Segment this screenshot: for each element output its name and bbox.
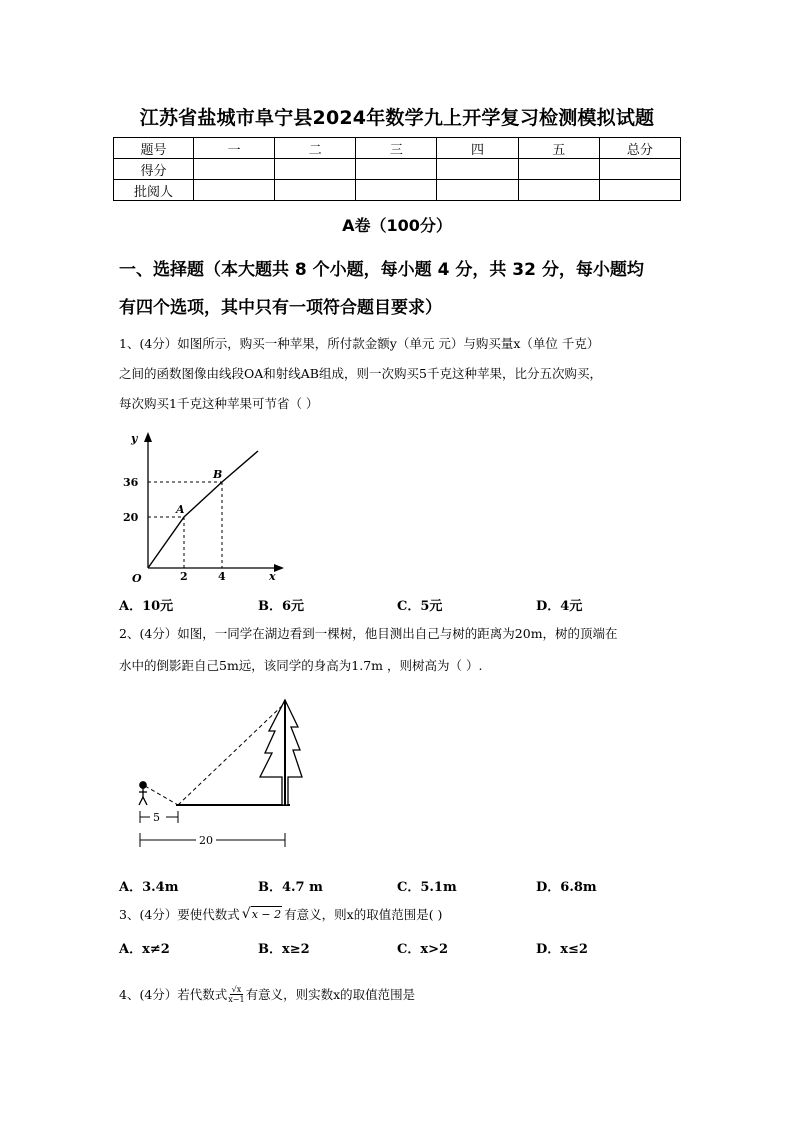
point-a-label: A (176, 503, 185, 516)
score-table-row (114, 159, 681, 180)
score-cell[interactable] (275, 159, 356, 180)
person-figure (139, 782, 147, 805)
q2-text-line2: 水中的倒影距自己5m远，该同学的身高为1.7m ，则树高为（ ）. (119, 658, 483, 673)
q1-option-d[interactable]: D．4元 (536, 599, 583, 614)
q4-denominator: x−1 (228, 995, 245, 1004)
dimension-5-label: 5 (153, 811, 160, 824)
y-axis-arrow (144, 432, 152, 442)
score-header-cell: 总分 (599, 138, 680, 159)
score-header-cell: 三 (356, 138, 437, 159)
q3-option-a[interactable]: A．x≠2 (119, 942, 170, 957)
dimension-20-label: 20 (199, 834, 213, 847)
q1-text-line1: 1、(4分）如图所示，购买一种苹果，所付款金额y（单元 元）与购买量x（单位 千克） (119, 336, 600, 351)
q1-text-line3: 每次购买1千克这种苹果可节省（ ） (119, 396, 319, 411)
score-cell[interactable] (437, 159, 518, 180)
q3-text (119, 906, 685, 922)
score-cell[interactable] (194, 180, 275, 201)
score-row-label: 得分 (114, 159, 194, 180)
score-cell[interactable] (356, 180, 437, 201)
volume-heading: A卷（100分） (342, 216, 452, 235)
score-table (113, 137, 681, 201)
q4-fraction (228, 985, 244, 1004)
score-cell[interactable] (599, 180, 680, 201)
y-tick-36: 36 (123, 476, 139, 489)
score-cell[interactable] (518, 159, 599, 180)
score-header-cell: 四 (437, 138, 518, 159)
score-header-cell: 一 (194, 138, 275, 159)
origin-label: O (132, 572, 142, 583)
q3-text-after: 有意义，则x的取值范围是( ) (284, 906, 443, 922)
x-tick-4: 4 (218, 570, 226, 583)
score-row-label: 批阅人 (114, 180, 194, 201)
score-cell[interactable] (194, 159, 275, 180)
score-header-cell: 二 (275, 138, 356, 159)
q4-text-before: 4、(4分）若代数式 (119, 987, 228, 1002)
section-title-line2: 有四个选项，其中只有一项符合题目要求） (119, 298, 442, 318)
y-tick-20: 20 (123, 511, 139, 524)
x-axis-label: x (269, 570, 276, 583)
ray-eye-to-water (145, 786, 178, 805)
q1-text-line2: 之间的函数图像由线段OA和射线AB组成，则一次购买5千克这种苹果，比分五次购买， (119, 366, 602, 381)
score-header-cell: 题号 (114, 138, 194, 159)
x-tick-2: 2 (180, 570, 188, 583)
q2-text-line1: 2、(4分）如图，一同学在湖边看到一棵树，他目测出自己与树的距离为20m，树的顶端在 (119, 626, 618, 641)
q1-function-graph (112, 428, 292, 583)
q1-option-c[interactable]: C．5元 (397, 599, 443, 614)
q2-tree-reflection-figure (130, 695, 320, 855)
function-line-oa-ab (148, 451, 258, 568)
tree-icon (260, 700, 302, 805)
q4-text (119, 985, 685, 1004)
score-cell[interactable] (437, 180, 518, 201)
score-cell[interactable] (275, 180, 356, 201)
ray-water-to-treetop (178, 703, 285, 805)
page-title: 江苏省盐城市阜宁县2024年数学九上开学复习检测模拟试题 (139, 107, 655, 129)
q4-numerator: √x (231, 985, 242, 994)
point-b-label: B (213, 468, 223, 481)
q3-option-d[interactable]: D．x≤2 (536, 942, 588, 957)
q3-option-b[interactable]: B．x≥2 (258, 942, 310, 957)
q2-option-c[interactable]: C．5.1m (397, 880, 457, 895)
q3-text-before: 3、(4分）要使代数式 (119, 906, 240, 922)
y-axis-label: y (131, 432, 138, 445)
score-table-header-row (114, 138, 681, 159)
score-table-row (114, 180, 681, 201)
score-cell[interactable] (599, 159, 680, 180)
q2-option-a[interactable]: A．3.4m (119, 880, 179, 895)
score-cell[interactable] (518, 180, 599, 201)
q2-option-b[interactable]: B．4.7 m (258, 880, 323, 895)
q4-text-after: 有意义，则实数x的取值范围是 (245, 987, 416, 1002)
q3-radicand: x − 2 (251, 908, 282, 921)
q1-option-b[interactable]: B．6元 (258, 599, 305, 614)
q2-option-d[interactable]: D．6.8m (536, 880, 597, 895)
section-title-line1: 一、选择题（本大题共 8 个小题，每小题 4 分，共 32 分，每小题均 (119, 260, 644, 280)
sqrt-icon: √ (241, 906, 251, 922)
sqrt-expression (242, 906, 282, 922)
score-header-cell: 五 (518, 138, 599, 159)
score-cell[interactable] (356, 159, 437, 180)
q3-option-c[interactable]: C．x>2 (397, 942, 449, 957)
q1-option-a[interactable]: A．10元 (119, 599, 174, 614)
